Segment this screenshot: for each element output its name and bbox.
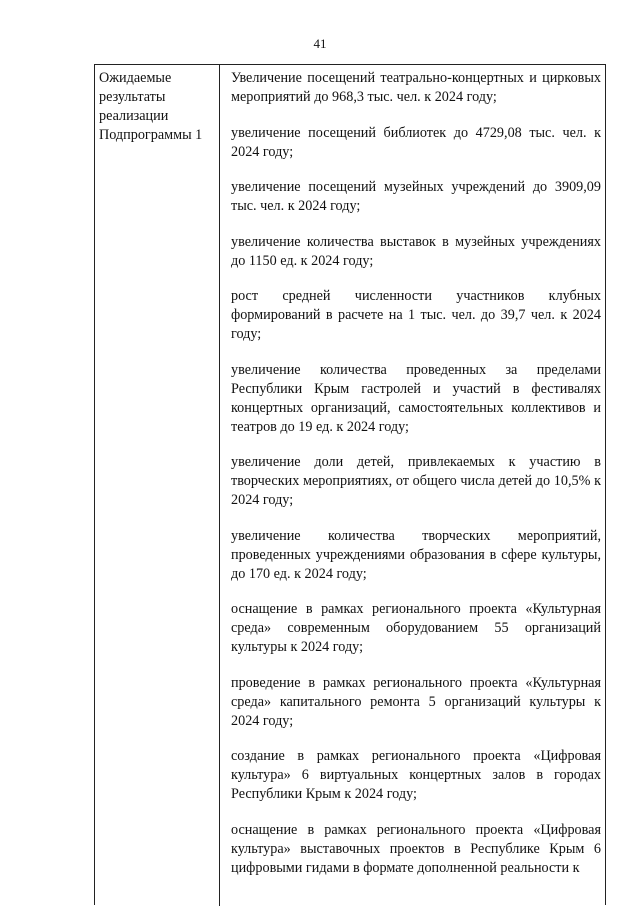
results-list <box>231 69 601 894</box>
column-divider <box>219 65 220 906</box>
result-item: Увеличение посещений театрально-концертных и цирковых мероприятий до 968,3 тыс. чел. к 2024 году; <box>231 70 601 105</box>
label-line: реализации <box>99 108 169 124</box>
result-item: рост средней численности участников клубных формирований в расчете на 1 тыс. чел. до 39,7 чел. к 2024 году; <box>231 288 601 342</box>
result-item: проведение в рамках регионального проекта «Культурная среда» капитального ремонта 5 организаций культуры к 2024 году; <box>231 674 601 729</box>
result-item: оснащение в рамках регионального проекта «Цифровая культура» выставочных проектов в Республике Крым 6 цифровыми гидами в формате дополненной реальности к <box>231 821 601 876</box>
expected-results-label <box>99 69 217 145</box>
result-item: увеличение посещений музейных учреждений до 3909,09 тыс. чел. к 2024 году; <box>231 179 601 214</box>
label-line: результаты <box>99 89 166 105</box>
label-line: Ожидаемые <box>99 70 172 86</box>
result-item: создание в рамках регионального проекта «Цифровая культура» 6 виртуальных концертных залов в городах Республики Крым к 2024 году; <box>231 748 601 802</box>
label-line: Подпрограммы 1 <box>99 127 203 143</box>
page-number: 41 <box>313 36 327 51</box>
result-item: увеличение количества выставок в музейных учреждениях до 1150 ед. к 2024 году; <box>231 233 601 269</box>
results-table <box>94 64 606 905</box>
result-item: увеличение доли детей, привлекаемых к участию в творческих мероприятиях, от общего числа детей до 10,5% к 2024 году; <box>231 454 601 508</box>
result-item: увеличение количества проведенных за пределами Республики Крым гастролей и участий в фестивалях концертных организаций, самостоятельных коллективов и театров до 19 ед. к 2024 году; <box>231 361 601 435</box>
result-item: увеличение посещений библиотек до 4729,08 тыс. чел. к 2024 году; <box>231 124 601 160</box>
result-item: увеличение количества творческих мероприятий, проведенных учреждениями образования в сфере культуры, до 170 ед. к 2024 году; <box>231 527 601 582</box>
result-item: оснащение в рамках регионального проекта «Культурная среда» современным оборудованием 55 организаций культуры к 2024 году; <box>231 601 601 655</box>
